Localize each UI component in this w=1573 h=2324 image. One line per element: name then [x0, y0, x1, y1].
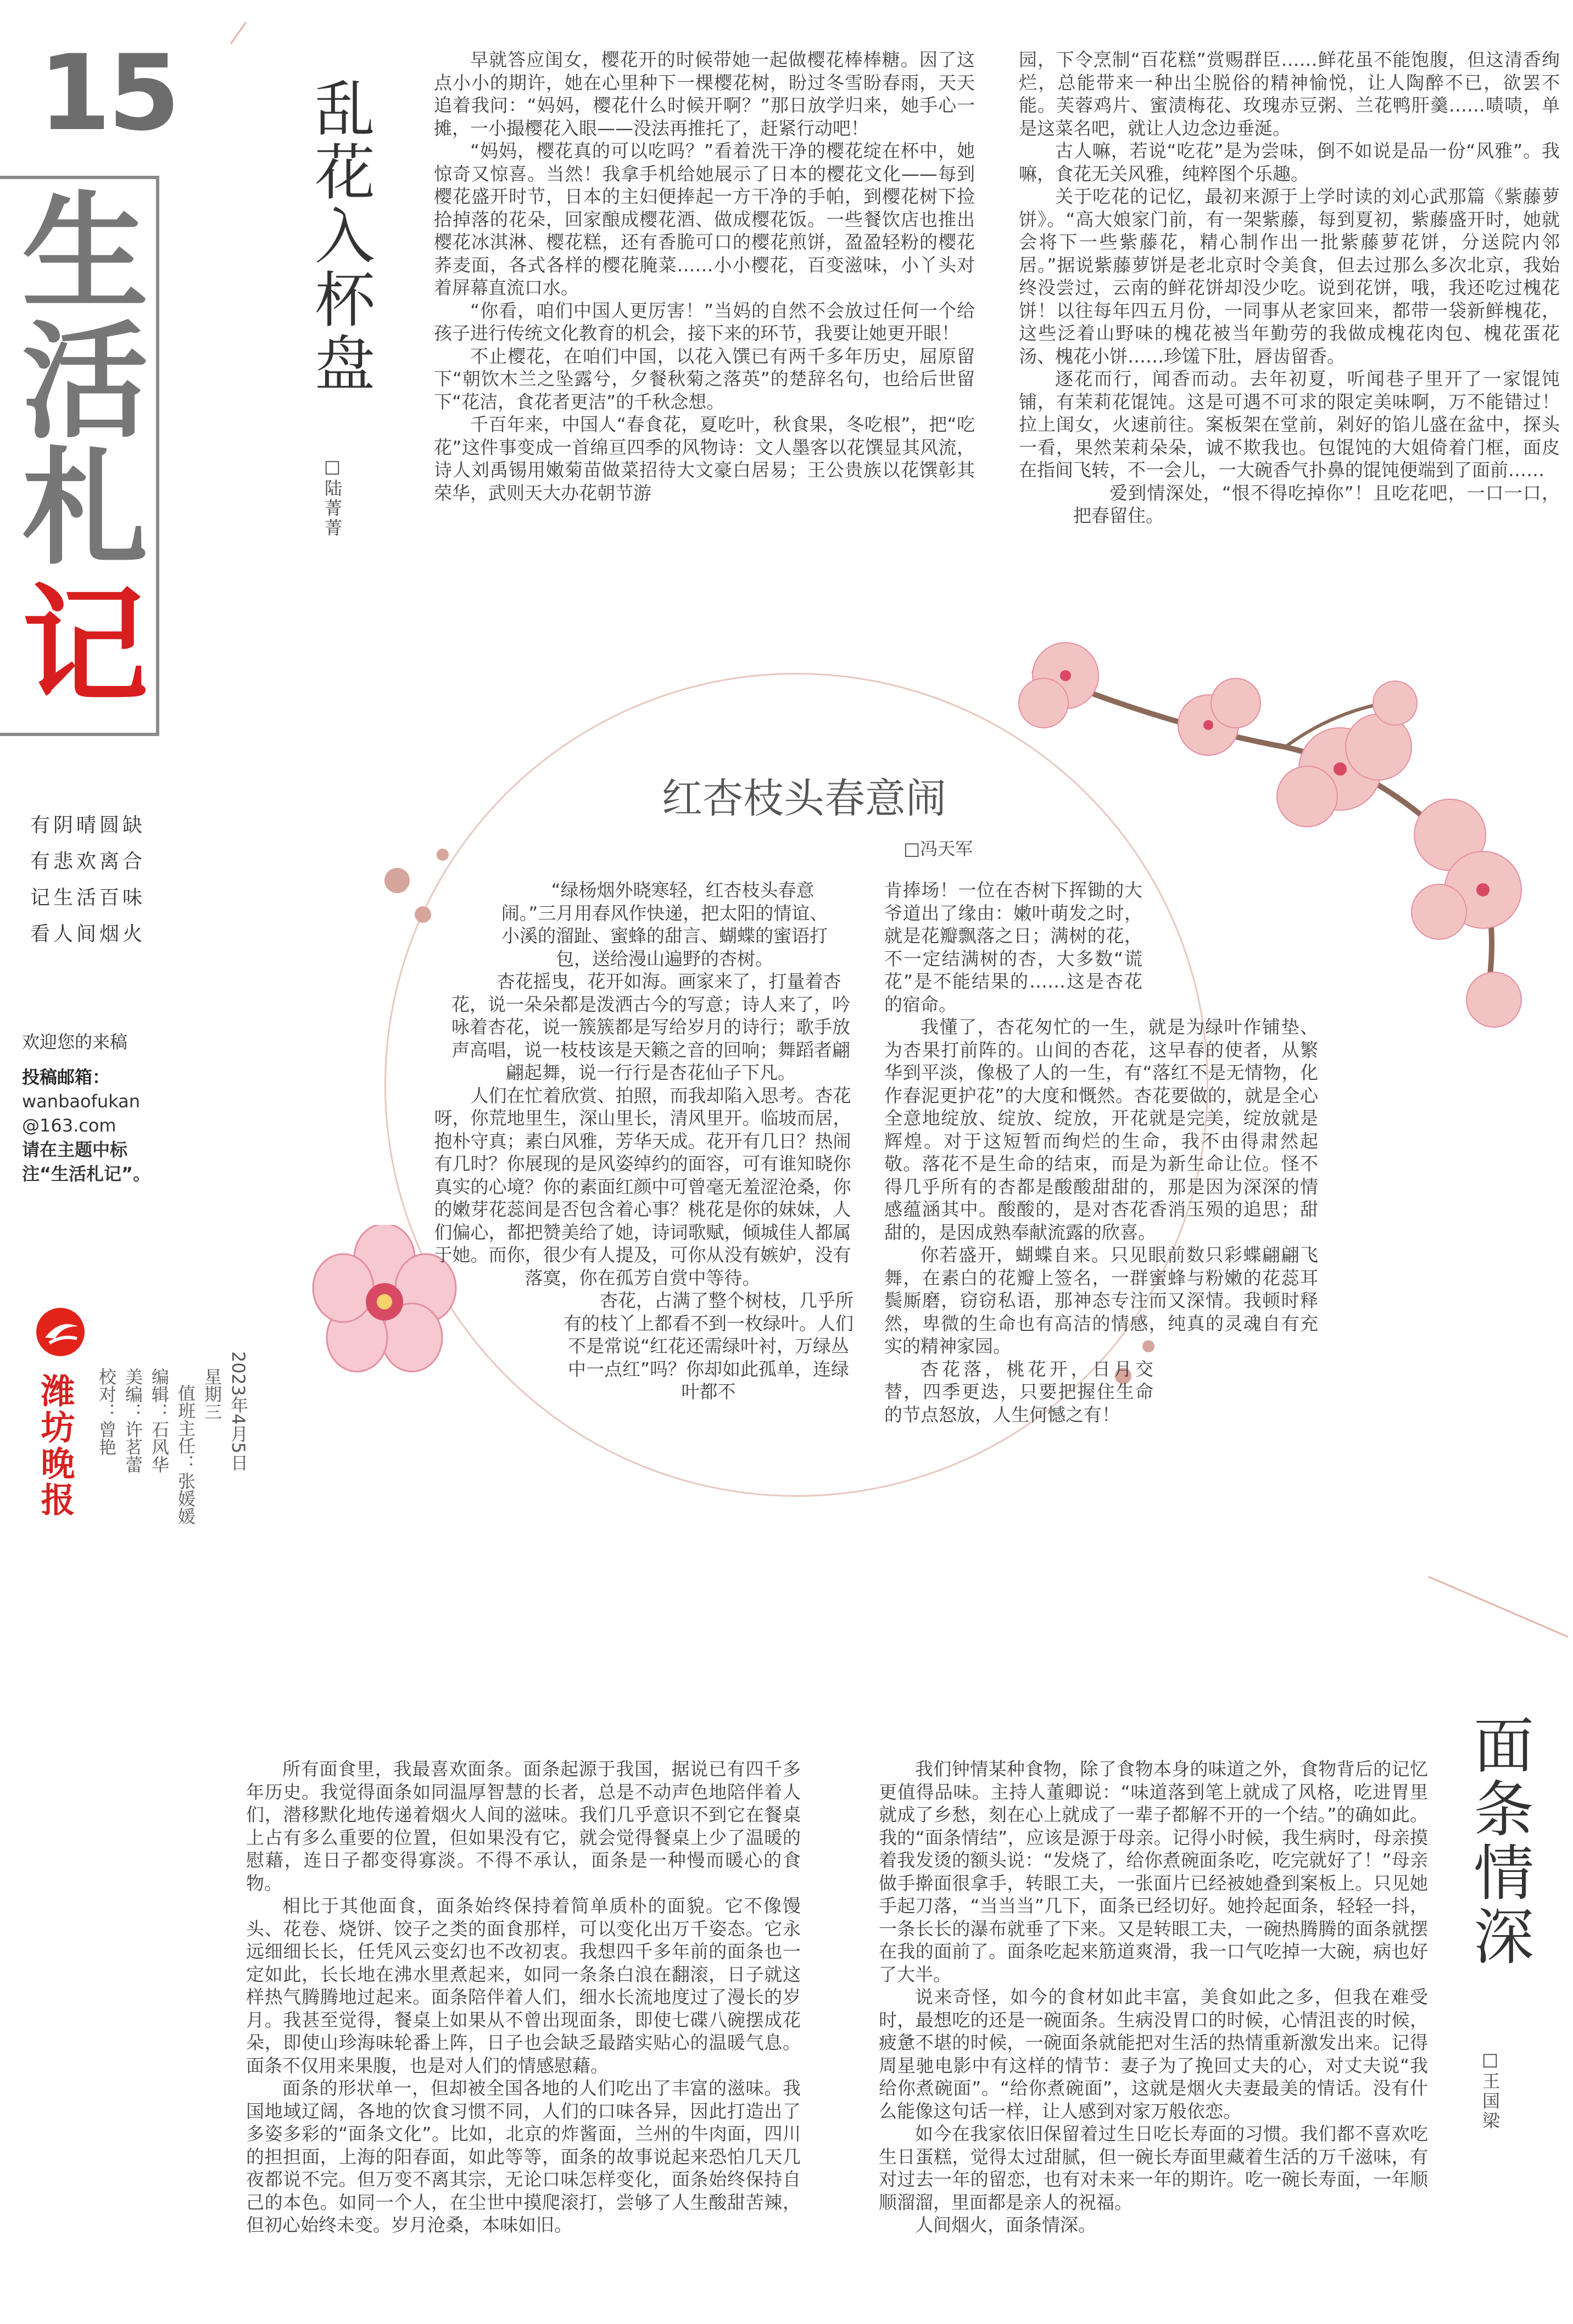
submission-email[interactable]: wanbaofukan@163.com — [22, 1091, 140, 1136]
staff-credit: 校对：曾艳 — [96, 1368, 117, 1456]
article1-paragraph: 逐花而行，闻香而动。去年初夏，听闻巷子里开了一家馄饨铺，有茉莉花馄饨。这是可遇不可求的限定美味啊，万不能错过！拉上闺女，火速前往。案板架在堂前，剁好的馅儿盛在盆中，探头一看，果然茉莉朵朵，诚不欺我也。包馄饨的大姐倚着门框，面皮在指间飞转，不一会儿，一大碗香气扑鼻的馄饨便端到了面前…… — [1019, 368, 1560, 481]
article2-paragraph: 人们在忙着欣赏、拍照，而我却陷入思考。杏花呀，你荒地里生，深山里长，清风里开。临坡而居，抱朴守真；素白风雅，芳华天成。花开有几日？热闹有几时？你展现的是风姿绰约的面容，可有谁知晓你真实的心境？你的素面红颜中可曾毫无羞涩沧桑，你的嫩芽花蕊间是否包含着心事？桃花是你的妹妹，人们偏心，都把赞美给了她，诗词歌赋，倾城佳人都属于她。而你，很少有人提及，可你从没有嫉妒，没有落寞，你在孤芳自赏中等待。 — [434, 1084, 851, 1289]
article2-paragraph: 肯捧场！一位在杏树下挥锄的大爷道出了缘由：嫩叶萌发之时，就是花瓣飘落之日；满树的花，不一定结满树的杏，大多数“谎花”是不能结果的……这是杏花的宿命。 — [884, 879, 1142, 1015]
decorative-dot — [384, 868, 410, 893]
column-title-char-1: 生 — [21, 179, 148, 327]
slogan-line: 有悲欢离合 — [30, 850, 146, 873]
title-corner-line — [231, 22, 247, 88]
article2-paragraph: 你若盛开，蝴蝶自来。只见眼前数只彩蝶翩翩飞舞，在素白的花瓣上签名，一群蜜蜂与粉嫩的花蕊耳鬓厮磨，窃窃私语，那神态专注而又深情。我顿时释然，卑微的生命也有高洁的情感，纯真的灵魂自有充实的精神家园。 — [884, 1244, 1318, 1357]
article1-column-2 — [1019, 48, 1560, 527]
submission-email-label: 投稿邮箱： — [22, 1067, 110, 1088]
article2-paragraph: “绿杨烟外晓寒轻，红杏枝头春意闹。”三月用春风作快递，把太阳的情谊、小溪的溜趾、蜜蜂的甜言、蝴蝶的蜜语打包，送给漫山遍野的杏树。 — [501, 879, 828, 969]
article3-column-1 — [246, 1758, 801, 2237]
article3-paragraph: 人间烟火，面条情深。 — [915, 2214, 1096, 2236]
title-corner-line — [1428, 1576, 1571, 1642]
article1-paragraph: “妈妈，樱花真的可以吃吗？”看着洗干净的樱花绽在杯中，她惊奇又惊喜。当然！我拿手机给她展示了日本的樱花文化——每到樱花盛开时节，日本的主妇便捧起一方干净的手帕，到樱花树下捡拾掉落的花朵，回家酿成樱花酒、做成樱花饭。一些餐饮店也推出樱花冰淇淋、樱花糕，还有香脆可口的樱花煎饼，盈盈轻粉的樱花荞麦面，各式各样的樱花腌菜……小小樱花，百变滋味，小丫头对着屏幕直流口水。 — [434, 140, 975, 298]
article2-column-1 — [428, 879, 857, 1403]
article1-paragraph: 古人嘛，若说“吃花”是为尝味，倒不如说是品一份“风雅”。我嘛，食花无关风雅，纯粹图个乐趣。 — [1019, 140, 1560, 185]
article3-paragraph: 如今在我家依旧保留着过生日吃长寿面的习惯。我们都不喜欢吃生日蛋糕，觉得太过甜腻，但一碗长寿面里藏着生活的万千滋味，有对过去一年的留恋，也有对未来一年的期许。吃一碗长寿面，一年顺顺溜溜，里面都是亲人的祝福。 — [879, 2123, 1428, 2213]
decorative-dot — [437, 849, 449, 861]
article1-title: 乱花入杯盘 — [305, 77, 375, 395]
article3-paragraph: 所有面食里，我最喜欢面条。面条起源于我国，据说已有四千多年历史。我觉得面条如同温厚智慧的长者，总是不动声色地陪伴着人们，潜移默化地传递着烟火人间的滋味。我们几乎意识不到它在餐桌上占有多么重要的位置，但如果没有它，就会觉得餐桌上少了温暖的慰藉，连日子都变得寡淡。不得不承认，面条是一种慢而暖心的食物。 — [246, 1758, 801, 1894]
issue-info — [93, 1351, 252, 2296]
article1-paragraph: 爱到情深处，“恨不得吃掉你”！且吃花吧，一口一口，把春留住。 — [1073, 482, 1560, 526]
article2-author: □冯天军 — [903, 838, 973, 859]
article1-paragraph: 关于吃花的记忆，最初来源于上学时读的刘心武那篇《紫藤萝饼》。“高大娘家门前，有一架紫藤，每到夏初，紫藤盛开时，她就会将下一些紫藤花，精心制作出一批紫藤萝花饼，分送院内邻居。”据说紫藤萝饼是老北京时令美食，但去过那么多次北京，我始终没尝过，云南的鲜花饼却没少吃。说到花饼，哦，我还吃过槐花饼！以往每年四五月份，一同事从老家回来，都带一袋新鲜槐花，这些泛着山野味的槐花被当年勤劳的我做成槐花肉包、槐花蛋花汤、槐花小饼……珍馐下肚，唇齿留香。 — [1019, 186, 1560, 367]
article1-paragraph: 不止樱花，在咱们中国，以花入馔已有两千多年历史，屈原留下“朝饮木兰之坠露兮，夕餐秋菊之落英”的楚辞名句，也给后世留下“花洁，食花者更洁”的千秋念想。 — [434, 345, 975, 413]
slogan-line: 看人间烟火 — [30, 923, 146, 945]
column-title-char-4: 记 — [21, 571, 148, 720]
submission-info — [22, 1030, 157, 1186]
staff-credit: 值班主任：张媛媛 — [175, 1384, 196, 1525]
article2-paragraph: 杏花摇曳，花开如海。画家来了，打量着杏花，说一朵朵都是泼洒古今的写意；诗人来了，吟咏着杏花，说一簇簇都是写给岁月的诗行；歌手放声高唱，说一枝枝该是天籁之音的回响；舞蹈者翩翩起舞，说一行行是杏花仙子下凡。 — [451, 971, 850, 1083]
article1-author: □陆菁菁 — [322, 456, 343, 538]
article1-paragraph: 早就答应闺女，樱花开的时候带她一起做樱花棒棒糖。因了这点小小的期许，她在心里种下一棵樱花树，盼过冬雪盼春雨，天天追着我问：“妈妈，樱花什么时候开啊？”那日放学归来，她手心一摊，一小撮樱花入眼——没法再推托了，赶紧行动吧！ — [434, 49, 975, 139]
staff-credit: 编辑：石风华 — [149, 1368, 170, 1473]
article3-paragraph: 说来奇怪，如今的食材如此丰富，美食如此之多，但我在难受时，最想吃的还是一碗面条。生病没胃口的时候，心情沮丧的时候，疲惫不堪的时候，一碗面条就能把对生活的热情重新激发出来。记得周星驰电影中有这样的情节：妻子为了挽回丈夫的心，对丈夫说“我给你煮碗面”。“给你煮碗面”，这就是烟火夫妻最美的情话。没有什么能像这句话一样，让人感到对家万般依恋。 — [879, 1986, 1428, 2122]
article2-paragraph: 我懂了，杏花匆忙的一生，就是为绿叶作铺垫、为杏果打前阵的。山间的杏花，这早春的使者，从繁华到平淡，像极了人的一生，有“落红不是无情物，化作春泥更护花”的大度和慨然。杏花要做的，就是全心全意地绽放、绽放、绽放，开花就是完美，绽放就是辉煌。对于这短暂而绚烂的生命，我不由得肃然起敬。落花不是生命的结束，而是为新生命让位。怪不得几乎所有的杏都是酸酸甜甜的，那是因为深深的情感蕴涵其中。酸酸的，是对杏花香消玉殒的追思；甜甜的，是因成熟奉献流露的欣喜。 — [884, 1016, 1318, 1243]
article3-paragraph: 面条的形状单一，但却被全国各地的人们吃出了丰富的滋味。我国地域辽阔，各地的饮食习惯不同，人们的口味各异，因此打造出了多姿多彩的“面条文化”。比如，北京的炸酱面，兰州的牛肉面，四川的担担面，上海的阳春面，如此等等，面条的故事说起来恐怕几天几夜都说不完。但万变不离其宗，无论口味怎样变化，面条始终保持自己的本色。如同一个人，在尘世中摸爬滚打，尝够了人生酸甜苦辣，但初心始终未变。岁月沧桑，本味如旧。 — [246, 2077, 801, 2236]
article2-paragraph: 杏花落，桃花开，日月交替，四季更迭，只要把握住生命的节点怒放，人生何憾之有！ — [884, 1358, 1153, 1425]
article1-paragraph: “你看，咱们中国人更厉害！”当妈的自然不会放过任何一个给孩子进行传统文化教育的机会，接下来的环节，我要让她更开眼！ — [434, 299, 975, 344]
article2-column-2 — [884, 879, 1318, 1426]
article1-paragraph: 千百年来，中国人“春食花，夏吃叶，秋食果，冬吃根”，把“吃花”这件事变成一首绵亘四季的风物诗：文人墨客以花馔显其风流，诗人刘禹锡用嫩菊苗做菜招待大文豪白居易；王公贵族以花馔彰其荣华，武则天大办花朝节游 — [434, 414, 975, 504]
column-title-char-3: 札 — [21, 434, 148, 582]
column-slogan — [30, 807, 146, 952]
slogan-line: 有阴晴圆缺 — [30, 814, 146, 837]
column-title-char-2: 活 — [21, 308, 148, 456]
article3-paragraph: 我们钟情某种食物，除了食物本身的味道之外，食物背后的记忆更值得品味。主持人董卿说：“味道落到笔上就成了风格，吃进胃里就成了乡愁，刻在心上就成了一辈子都解不开的一个结。”的确如此。我的“面条情结”，应该是源于母亲。记得小时候，我生病时，母亲摸着我发烫的额头说：“发烧了，给你煮碗面条吃，吃完就好了！”母亲做手擀面很拿手，转眼工夫，一张面片已经被她叠到案板上。只见她手起刀落，“当当当”几下，面条已经切好。她拎起面条，轻轻一抖，一条长长的瀑布就垂了下来。又是转眼工夫，一碗热腾腾的面条就摆在我的面前了。面条吃起来筋道爽滑，我一口气吃掉一大碗，病也好了大半。 — [879, 1758, 1428, 1985]
article2-title: 红杏枝头春意闹 — [662, 775, 946, 822]
article1-paragraph: 园，下令烹制“百花糕”赏赐群臣……鲜花虽不能饱腹，但这清香绚烂，总能带来一种出尘脱俗的精神愉悦，让人陶醉不已，欲罢不能。芙蓉鸡片、蜜渍梅花、玫瑰赤豆粥、兰花鸭肝羹……啧啧，单是这菜名吧，就让人边念边垂涎。 — [1019, 49, 1560, 139]
issue-date: 2023年4月5日 — [228, 1351, 249, 1472]
slogan-line: 记生活百味 — [30, 887, 146, 909]
article1-column-1 — [434, 48, 975, 504]
article3-title: 面条情深 — [1464, 1714, 1534, 1969]
paper-logo-icon — [33, 1305, 88, 1359]
article3-author: □王国梁 — [1480, 2049, 1501, 2131]
article2-paragraph: 杏花，占满了整个树枝，几乎所有的枝丫上都看不到一枚绿叶。人们不是常说“红花还需绿叶衬，万绿丛中一点红”吗？你却如此孤单，连绿叶都不 — [564, 1290, 854, 1402]
submission-welcome: 欢迎您的来稿 — [22, 1032, 128, 1052]
page-number: 15 — [38, 32, 177, 154]
article3-paragraph: 相比于其他面食，面条始终保持着简单质朴的面貌。它不像馒头、花卷、烧饼、饺子之类的面食那样，可以变化出万千姿态。它永远细细长长，任凭风云变幻也不改初衷。我想四千多年前的面条也一定如此，长长地在沸水里煮起来，如同一条条白浪在翻滚，日子就这样热气腾腾地过起来。面条陪伴着人们，细水长流地度过了漫长的岁月。我甚至觉得，餐桌上如果从不曾出现面条，即使七碟八碗摆成花朵，即使山珍海味轮番上阵，日子也会缺乏最踏实贴心的温暖气息。面条不仅用来果腹，也是对人们的情感慰藉。 — [246, 1895, 801, 2076]
paper-name: 潍坊晚报 — [35, 1373, 75, 1518]
issue-weekday: 星期三 — [202, 1368, 222, 1420]
submission-note: 请在主题中标注“生活札记”。 — [22, 1139, 151, 1184]
staff-credit: 美编：许茗蕾 — [122, 1368, 143, 1473]
article3-column-2 — [879, 1758, 1428, 2237]
